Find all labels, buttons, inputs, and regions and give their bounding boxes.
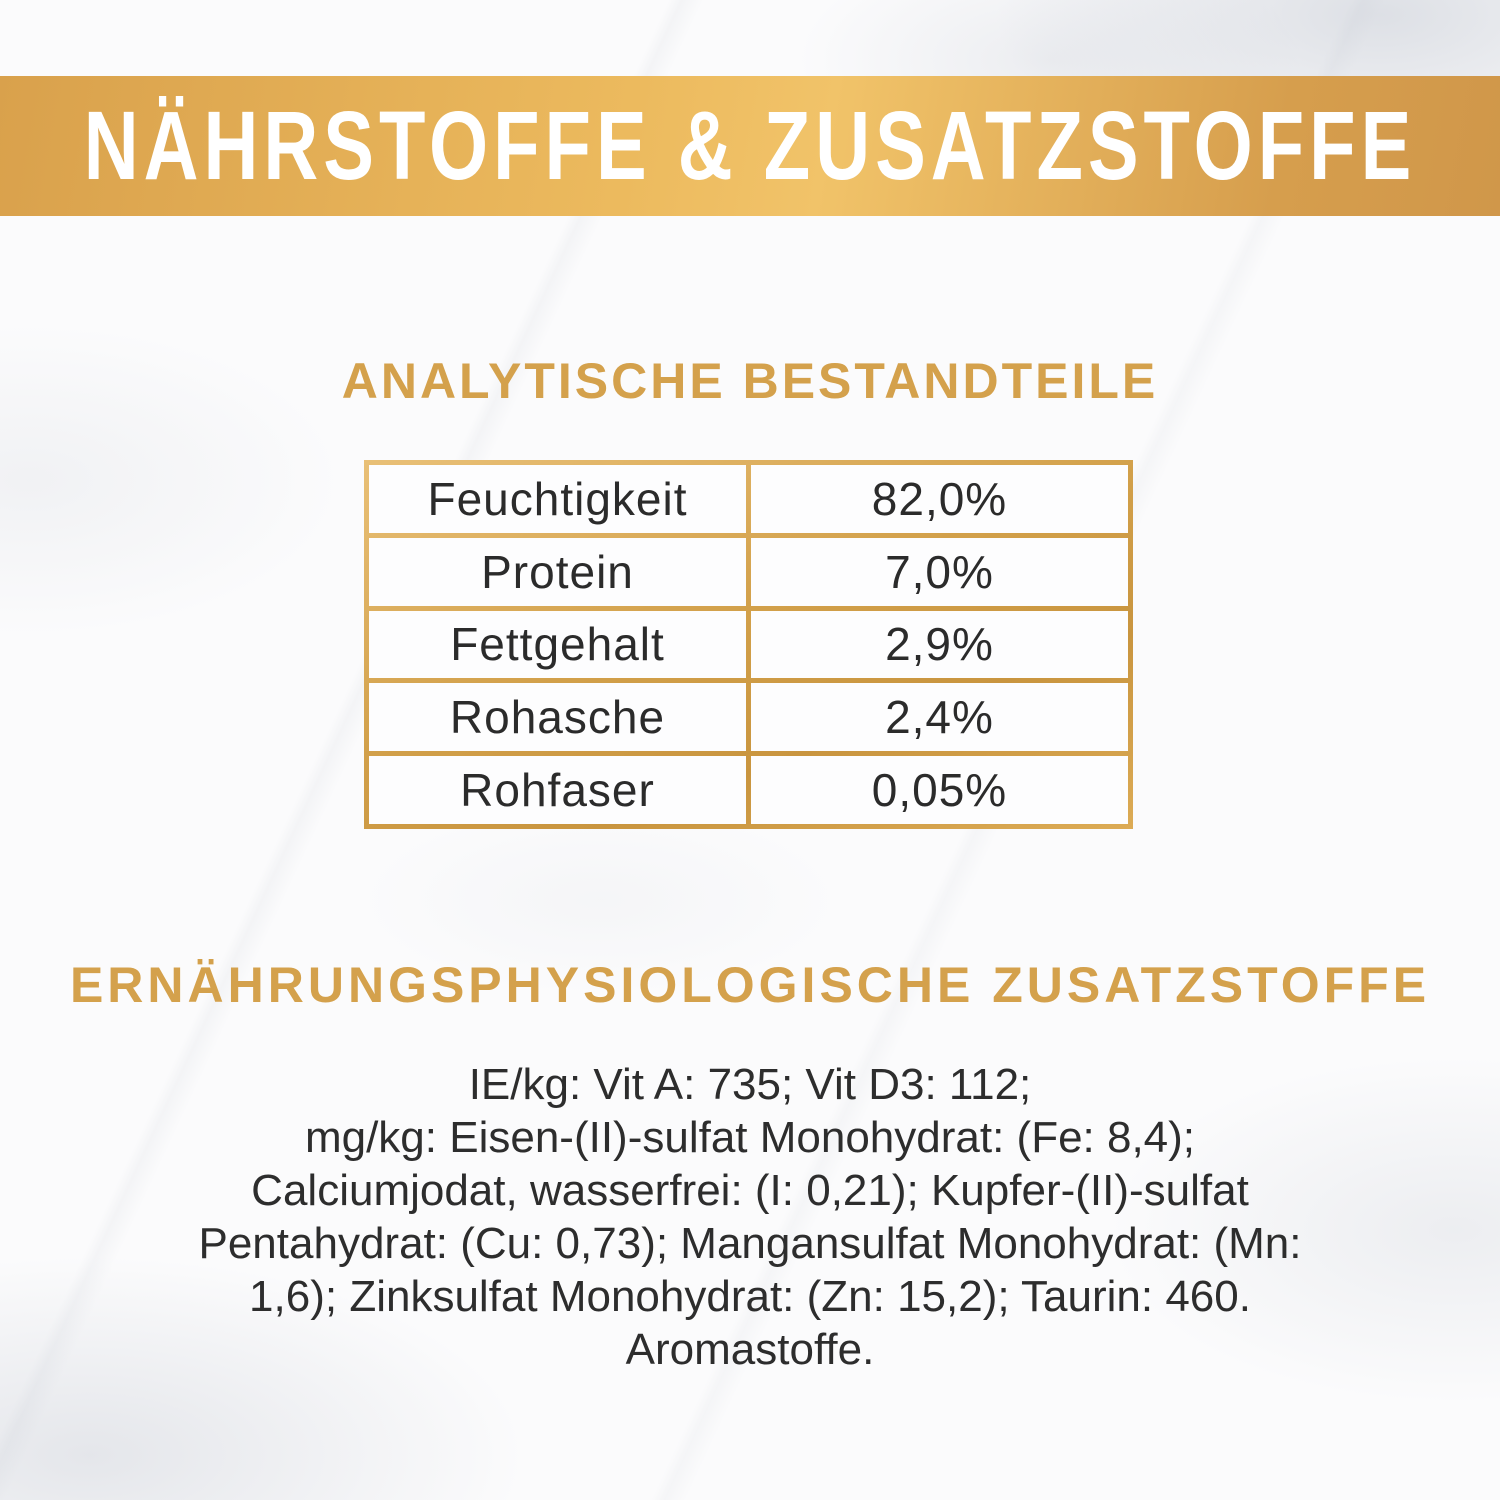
table-cell-label: Rohasche [369, 683, 746, 751]
table-cell-label: Fettgehalt [369, 611, 746, 679]
additives-line: mg/kg: Eisen-(II)-sulfat Monohydrat: (Fe: 8,4); [304, 1113, 1196, 1162]
banner-title: NÄHRSTOFFE & ZUSATZSTOFFE [83, 91, 1417, 201]
additives-line: 1,6); Zinksulfat Monohydrat: (Zn: 15,2); Taurin: 460. [249, 1272, 1251, 1321]
header-banner [0, 76, 1500, 216]
analytical-table [364, 460, 1133, 829]
table-cell-value: 2,9% [751, 611, 1128, 679]
table-cell-value: 0,05% [751, 756, 1128, 824]
additives-line: Aromastoffe. [625, 1325, 875, 1374]
table-cell-value: 82,0% [751, 465, 1128, 533]
additives-line: IE/kg: Vit A: 735; Vit D3: 112; [468, 1060, 1032, 1109]
additives-paragraph [40, 1058, 1460, 1376]
table-cell-label: Feuchtigkeit [369, 465, 746, 533]
table-cell-value: 7,0% [751, 538, 1128, 606]
table-cell-label: Rohfaser [369, 756, 746, 824]
additives-line: Calciumjodat, wasserfrei: (I: 0,21); Kupfer-(II)-sulfat [251, 1166, 1249, 1215]
table-cell-label: Protein [369, 538, 746, 606]
table-cell-value: 2,4% [751, 683, 1128, 751]
additives-line: Pentahydrat: (Cu: 0,73); Mangansulfat Monohydrat: (Mn: [198, 1219, 1302, 1268]
analytical-heading: ANALYTISCHE BESTANDTEILE [341, 353, 1159, 409]
additives-heading: ERNÄHRUNGSPHYSIOLOGISCHE ZUSATZSTOFFE [69, 957, 1431, 1013]
